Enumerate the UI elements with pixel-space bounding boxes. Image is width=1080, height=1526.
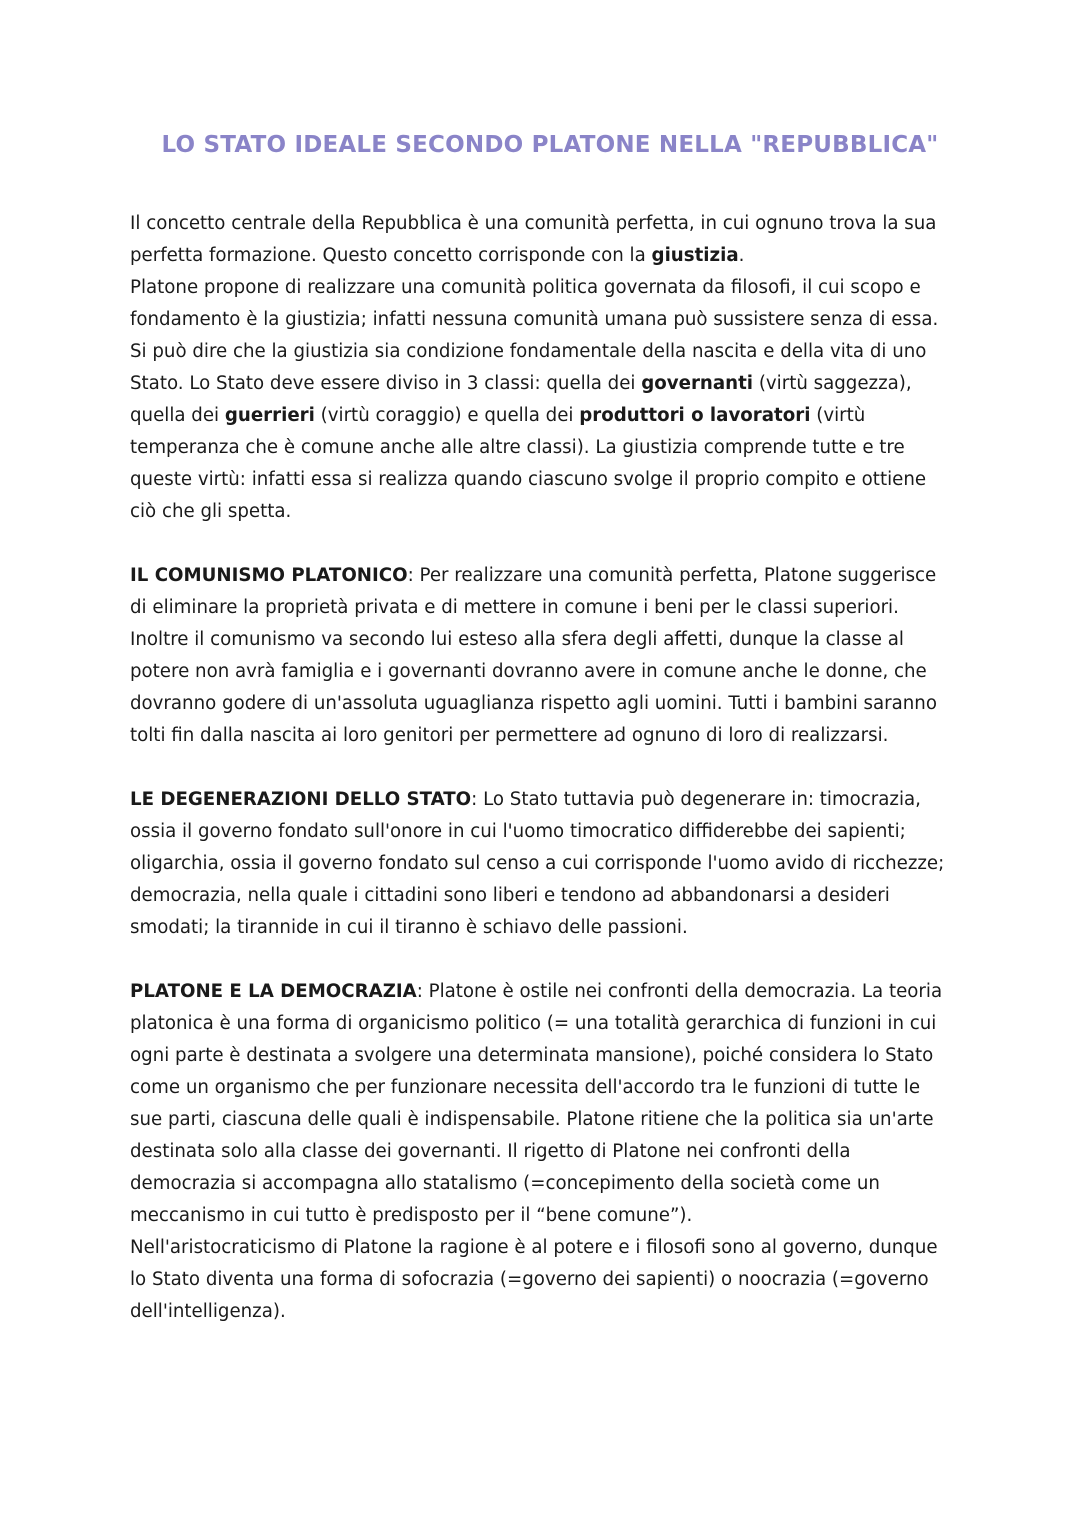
term-giustizia: giustizia <box>651 245 739 266</box>
section-democrazia <box>130 976 950 1232</box>
intro-text: (virtù saggezza), quella dei <box>130 373 912 426</box>
section-text-comunismo: : Per realizzare una comunità perfetta, Platone suggerisce di eliminare la proprietà privata e di mettere in comune i beni per le classi superiori. Inoltre il comunismo va secondo lui esteso alla sfera degli affetti, dunque la classe al potere non avrà famiglia e i governanti dovranno avere in comune anche le donne, che dovranno godere di un'assoluta uguaglianza rispetto agli uomini. Tutti i bambini saranno tolti fin dalla nascita ai loro genitori per permettere ad ognuno di loro di realizzarsi. <box>130 565 937 746</box>
term-produttori: produttori o lavoratori <box>579 405 811 426</box>
section-democrazia-conclusion: Nell'aristocraticismo di Platone la ragione è al potere e i filosofi sono al governo, dunque lo Stato diventa una forma di sofocrazia (=governo dei sapienti) o noocrazia (=governo dell'intelligenza). <box>130 1237 938 1322</box>
intro-text: Platone propone di realizzare una comunità politica governata da filosofi, il cui scopo e fondamento è la giustizia; infatti nessuna comunità umana può sussistere senza di essa. Si può dire che la giustizia sia condizione fondamentale della nascita e della vita di uno Stato. Lo Stato deve essere diviso in 3 classi: quella dei <box>130 277 939 394</box>
intro-text: Il concetto centrale della Repubblica è una comunità perfetta, in cui ognuno trova la sua perfetta formazione. Questo concetto corrisponde con la <box>130 213 937 266</box>
term-governanti: governanti <box>641 373 754 394</box>
page-title: LO STATO IDEALE SECONDO PLATONE NELLA "REPUBBLICA" <box>161 132 939 158</box>
section-heading-degenerazioni: LE DEGENERAZIONI DELLO STATO <box>130 789 472 810</box>
section-text-democrazia: : Platone è ostile nei confronti della democrazia. La teoria platonica è una forma di organicismo politico (= una totalità gerarchica di funzioni in cui ogni parte è destinata a svolgere una determinata mansione), poiché considera lo Stato come un organismo che per funzionare necessita dell'accordo tra le funzioni di tutte le sue parti, ciascuna delle quali è indispensabile. Platone ritiene che la politica sia un'arte destinata solo alla classe dei governanti. Il rigetto di Platone nei confronti della democrazia si accompagna allo statalismo (=concepimento della società come un meccanismo in cui tutto è predisposto per il “bene comune”). <box>130 981 943 1226</box>
intro-text: (virtù temperanza che è comune anche alle altre classi). La giustizia comprende tutte e tre queste virtù: infatti essa si realizza quando ciascuno svolge il proprio compito e ottiene ciò che gli spetta. <box>130 405 927 522</box>
section-text-degenerazioni: : Lo Stato tuttavia può degenerare in: timocrazia, ossia il governo fondato sull'onore in cui l'uomo timocratico diffiderebbe dei sapienti; oligarchia, ossia il governo fondato sul censo a cui corrisponde l'uomo avido di ricchezze; democrazia, nella quale i cittadini sono liberi e tendono ad abbandonarsi a desideri smodati; la tirannide in cui il tiranno è schiavo delle passioni. <box>130 789 945 938</box>
section-comunismo <box>130 560 950 752</box>
section-degenerazioni <box>130 784 950 944</box>
section-heading-democrazia: PLATONE E LA DEMOCRAZIA <box>130 981 417 1002</box>
term-guerrieri: guerrieri <box>224 405 315 426</box>
section-heading-comunismo: IL COMUNISMO PLATONICO <box>130 565 408 586</box>
intro-paragraph-2 <box>130 272 950 528</box>
intro-text: . <box>738 245 745 266</box>
intro-paragraph-1 <box>130 208 950 272</box>
intro-text: (virtù coraggio) e quella dei <box>314 405 580 426</box>
